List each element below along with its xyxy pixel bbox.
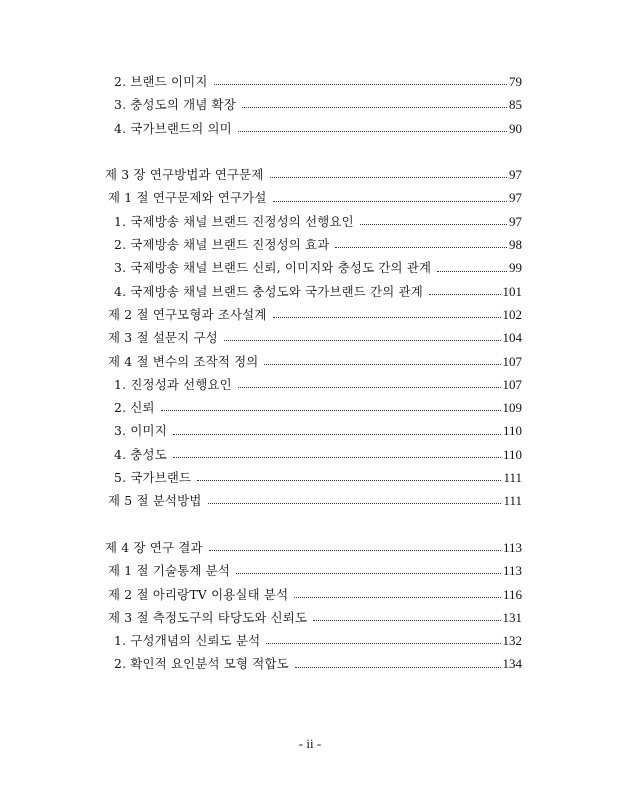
toc-entry[interactable] [104, 606, 522, 629]
dot-leader [295, 667, 501, 668]
dot-leader [266, 643, 500, 644]
dot-leader [270, 177, 507, 178]
toc-entry-label: 제 4 절 변수의 조작적 정의 [108, 353, 259, 369]
toc-entry-label: 3. 이미지 [114, 423, 167, 439]
dot-leader [360, 224, 507, 225]
toc-entry[interactable] [104, 652, 522, 675]
dot-leader [173, 434, 501, 435]
toc-entry-label: 2. 확인적 요인분석 모형 적합도 [114, 656, 289, 672]
toc-entry-page-number: 107 [502, 376, 522, 392]
toc-entry-page-number: 110 [502, 446, 522, 462]
toc-entry-page-number: 79 [509, 74, 522, 89]
toc-entry-label: 4. 국제방송 채널 브랜드 충성도와 국가브랜드 간의 관계 [114, 283, 423, 299]
toc-entry-label: 제 2 절 아리랑TV 이용실태 분석 [108, 586, 289, 602]
toc-entry-page-number: 97 [509, 167, 522, 183]
toc-entry[interactable] [104, 210, 522, 233]
toc-entry-label: 제 3 절 측정도구의 타당도와 신뢰도 [108, 609, 308, 625]
dot-leader [209, 550, 501, 551]
toc-entry-label: 4. 충성도 [114, 446, 167, 462]
toc-entry[interactable] [104, 629, 522, 652]
toc-entry-page-number: 116 [502, 586, 522, 602]
toc-entry-page-number: 90 [509, 120, 522, 136]
toc-entry-page-number: 97 [509, 213, 522, 229]
toc-entry-page-number: 97 [509, 190, 522, 206]
toc-entry-label: 제 3 장 연구방법과 연구문제 [105, 167, 264, 183]
toc-entry-page-number: 99 [509, 260, 522, 276]
dot-leader [437, 271, 507, 272]
dot-leader [224, 340, 501, 341]
toc-entry-label: 2. 신뢰 [114, 400, 155, 416]
toc-entry-label: 제 1 절 연구문제와 연구가설 [108, 190, 267, 206]
dot-leader [236, 573, 501, 574]
page-number-footer: - ii - [298, 736, 322, 751]
toc-entry-page-number: 110 [502, 423, 522, 439]
toc-entry-label: 제 4 장 연구 결과 [105, 539, 203, 555]
toc-entry[interactable] [104, 396, 522, 419]
toc-entry[interactable] [104, 466, 522, 489]
table-of-contents [104, 70, 522, 676]
dot-leader [197, 480, 501, 481]
toc-entry[interactable] [104, 443, 522, 466]
toc-entry-label: 제 2 절 연구모형과 조사설계 [108, 306, 267, 322]
toc-entry-page-number: 98 [509, 237, 522, 253]
toc-entry-page-number: 102 [502, 306, 522, 322]
dot-leader [264, 364, 500, 365]
toc-entry[interactable] [104, 163, 522, 186]
dot-leader [294, 597, 501, 598]
dot-leader [208, 503, 502, 504]
toc-entry-page-number: 111 [503, 470, 522, 486]
toc-entry-label: 1. 진정성과 선행요인 [114, 376, 232, 392]
toc-entry[interactable] [104, 536, 522, 559]
toc-entry-label: 1. 구성개념의 신뢰도 분석 [114, 633, 261, 649]
section-gap [104, 140, 522, 163]
section-gap [104, 513, 522, 536]
dot-leader [429, 294, 501, 295]
toc-entry-label: 2. 국제방송 채널 브랜드 진정성의 효과 [114, 237, 330, 253]
toc-entry[interactable] [104, 583, 522, 606]
toc-entry-label: 4. 국가브랜드의 의미 [114, 120, 232, 136]
toc-entry-label: 3. 국제방송 채널 브랜드 신뢰, 이미지와 충성도 간의 관계 [114, 260, 432, 276]
toc-entry[interactable] [104, 419, 522, 442]
toc-entry-page-number: 132 [502, 633, 522, 649]
toc-entry[interactable] [104, 70, 522, 93]
toc-entry[interactable] [104, 280, 522, 303]
toc-entry-page-number: 109 [502, 400, 522, 416]
toc-entry-page-number: 104 [502, 330, 522, 346]
toc-entry[interactable] [104, 489, 522, 512]
toc-entry[interactable] [104, 559, 522, 582]
toc-entry-label: 3. 충성도의 개념 확장 [114, 97, 236, 113]
dot-leader [273, 201, 507, 202]
toc-entry[interactable] [104, 303, 522, 326]
dot-leader [214, 84, 507, 85]
dot-leader [173, 457, 501, 458]
toc-entry[interactable] [104, 117, 522, 140]
toc-entry-page-number: 101 [502, 283, 522, 299]
toc-entry-label: 제 3 절 설문지 구성 [108, 330, 218, 346]
toc-entry-label: 5. 국가브랜드 [114, 470, 192, 486]
toc-entry[interactable] [104, 256, 522, 279]
toc-entry[interactable] [104, 326, 522, 349]
toc-entry-label: 제 1 절 기술통계 분석 [108, 563, 230, 579]
toc-entry-page-number: 113 [502, 563, 522, 579]
dot-leader [335, 247, 507, 248]
toc-entry-page-number: 134 [502, 656, 522, 672]
toc-entry-page-number: 107 [502, 353, 522, 369]
toc-entry[interactable] [104, 233, 522, 256]
toc-entry-page-number: 85 [509, 97, 522, 113]
dot-leader [313, 620, 500, 621]
toc-entry[interactable] [104, 93, 522, 116]
toc-entry-page-number: 131 [502, 609, 522, 625]
toc-entry[interactable] [104, 350, 522, 373]
dot-leader [238, 131, 507, 132]
toc-entry-label: 제 5 절 분석방법 [108, 493, 202, 509]
dot-leader [238, 387, 501, 388]
dot-leader [242, 107, 507, 108]
dot-leader [161, 410, 501, 411]
toc-entry-label: 1. 국제방송 채널 브랜드 진정성의 선행요인 [114, 213, 354, 229]
toc-entry-label: 2. 브랜드 이미지 [114, 74, 208, 89]
dot-leader [273, 317, 501, 318]
toc-entry[interactable] [104, 186, 522, 209]
toc-entry[interactable] [104, 373, 522, 396]
toc-entry-page-number: 113 [502, 539, 522, 555]
toc-entry-page-number: 111 [503, 493, 522, 509]
